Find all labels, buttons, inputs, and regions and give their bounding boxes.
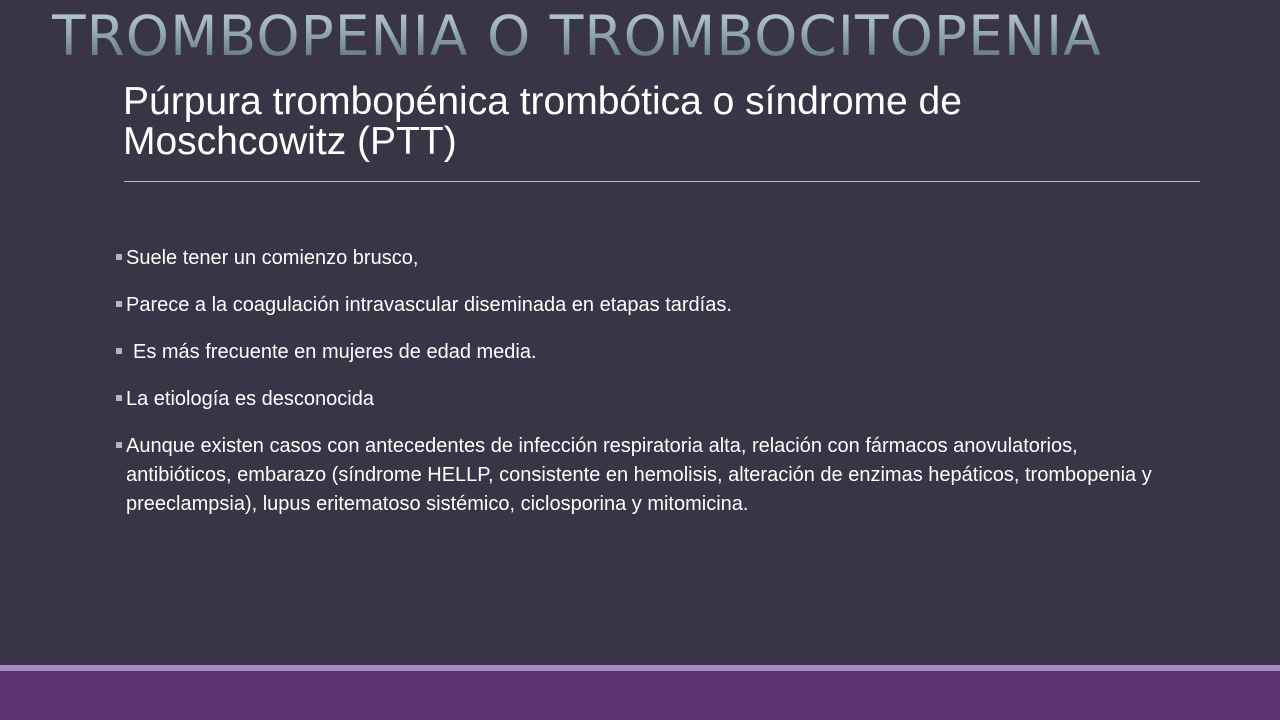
footer-band	[0, 671, 1280, 720]
list-item	[116, 338, 1176, 367]
square-bullet-icon	[116, 301, 122, 307]
title-divider	[124, 181, 1200, 182]
slide-subtitle: Púrpura trombopénica trombótica o síndrome de Moschcowitz (PTT)	[123, 80, 962, 163]
square-bullet-icon	[116, 254, 122, 260]
slide-title: TROMBOPENIA O TROMBOCITOPENIA	[52, 4, 1102, 68]
list-item	[116, 385, 1176, 414]
bullet-text: Aunque existen casos con antecedentes de infección respiratoria alta, relación con fármacos anovulatorios, antibióticos, embarazo (síndrome HELLP, consistente en hemolisis, alteración de enzimas hepáticos, trombopenia y preeclampsia), lupus eritematoso sistémico, ciclosporina y mitomicina.	[126, 435, 1152, 515]
square-bullet-icon	[116, 348, 122, 354]
square-bullet-icon	[116, 442, 122, 448]
list-item	[116, 432, 1176, 519]
list-item	[116, 244, 1176, 273]
bullet-text: Parece a la coagulación intravascular diseminada en etapas tardías.	[126, 294, 732, 316]
bullet-text: Es más frecuente en mujeres de edad media.	[133, 341, 537, 363]
bullet-text: Suele tener un comienzo brusco,	[126, 247, 419, 269]
square-bullet-icon	[116, 395, 122, 401]
bullet-list	[116, 244, 1176, 537]
list-item	[116, 291, 1176, 320]
bullet-text: La etiología es desconocida	[126, 388, 374, 410]
